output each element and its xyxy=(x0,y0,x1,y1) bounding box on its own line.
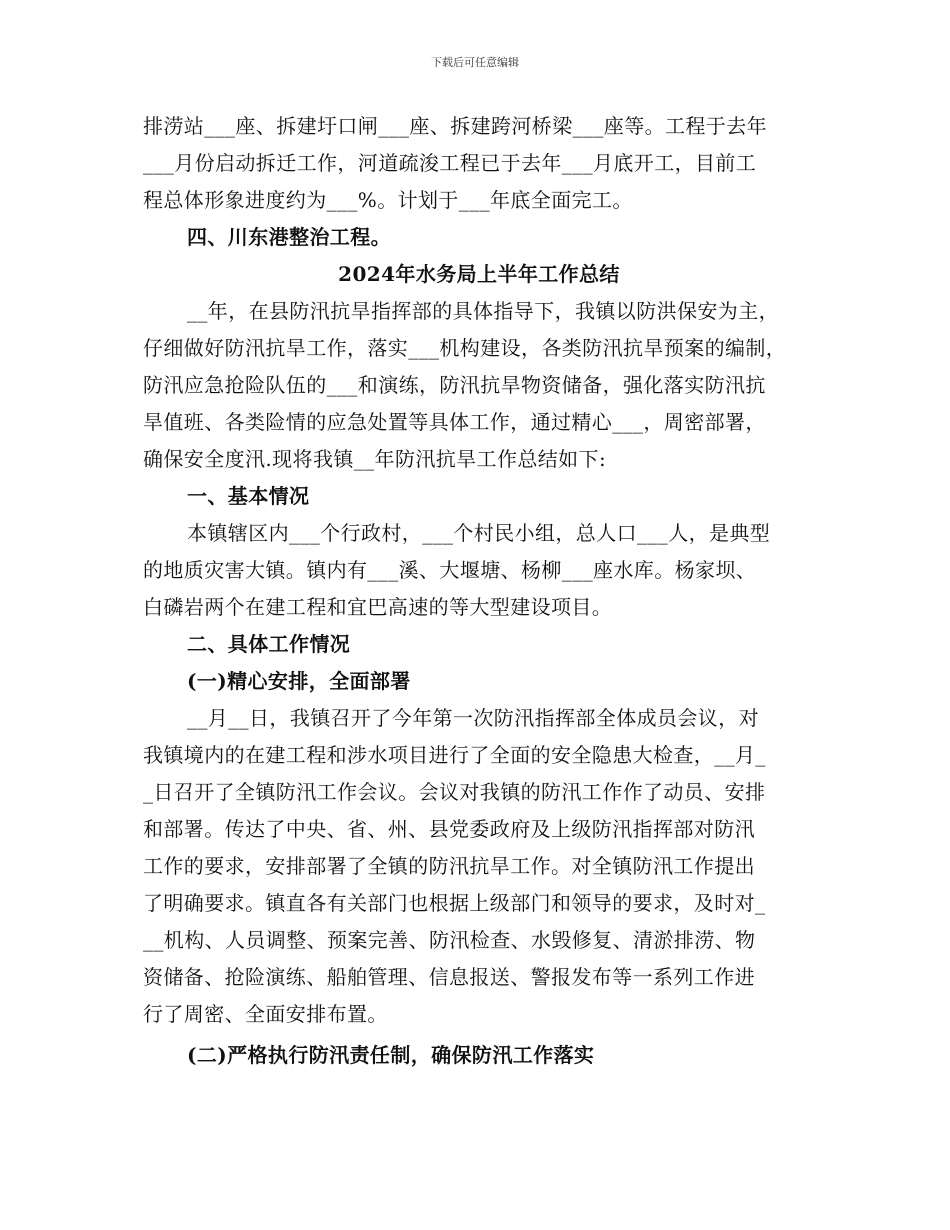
paragraph-line: 我镇境内的在建工程和涉水项目进行了全面的安全隐患大检查，__月_ xyxy=(143,743,766,767)
document-body xyxy=(143,108,815,1074)
subsection-heading: (二)严格执行防汛责任制，确保防汛工作落实 xyxy=(187,1043,595,1067)
paragraph-line: 和部署。传达了中央、省、州、县党委政府及上级防汛指挥部对防汛 xyxy=(143,817,755,841)
section-heading: 二、具体工作情况 xyxy=(187,632,351,656)
paragraph-line: 资储备、抢险演练、船舶管理、信息报送、警报发布等一系列工作进 xyxy=(143,965,755,989)
paragraph-line: 行了周密、全面安排布置。 xyxy=(143,1002,388,1026)
paragraph-line: __机构、人员调整、预案完善、防汛检查、水毁修复、清淤排涝、物 xyxy=(143,928,756,952)
page-header: 下载后可任意编辑 xyxy=(431,56,519,69)
paragraph-line: 了明确要求。镇直各有关部门也根据上级部门和领导的要求，及时对_ xyxy=(143,891,766,915)
paragraph-line: ___月份启动拆迁工作，河道疏浚工程已于去年___月底开工，目前工 xyxy=(143,151,757,175)
paragraph-line: 程总体形象进度约为___%。计划于___年底全面完工。 xyxy=(143,188,633,212)
section-heading: 四、川东港整治工程。 xyxy=(187,225,391,249)
paragraph-line: 本镇辖区内___个行政村，___个村民小组，总人口___人，是典型 xyxy=(187,521,771,545)
document-title: 2024年水务局上半年工作总结 xyxy=(338,262,620,286)
paragraph-line: 白磷岩两个在建工程和宜巴高速的等大型建设项目。 xyxy=(143,595,613,619)
paragraph-line: 防汛应急抢险队伍的___和演练，防汛抗旱物资储备，强化落实防汛抗 xyxy=(143,373,766,397)
section-heading: 一、基本情况 xyxy=(187,484,310,508)
paragraph-line: __月__日，我镇召开了今年第一次防汛指挥部全体成员会议，对 xyxy=(187,706,759,730)
paragraph-line: 的地质灾害大镇。镇内有___溪、大堰塘、杨柳___座水库。杨家坝、 xyxy=(143,558,757,582)
paragraph-line: 仔细做好防汛抗旱工作，落实___机构建设，各类防汛抗旱预案的编制， xyxy=(143,336,787,360)
paragraph-line: 工作的要求，安排部署了全镇的防汛抗旱工作。对全镇防汛工作提出 xyxy=(143,854,755,878)
subsection-heading: (一)精心安排，全面部署 xyxy=(187,669,411,693)
paragraph-line: 排涝站___座、拆建圩口闸___座、拆建跨河桥梁___座等。工程于去年 xyxy=(143,114,767,138)
paragraph-line: _日召开了全镇防汛工作会议。会议对我镇的防汛工作作了动员、安排 xyxy=(143,780,766,804)
paragraph-line: 确保安全度汛.现将我镇__年防汛抗旱工作总结如下: xyxy=(143,447,607,471)
paragraph-line: 旱值班、各类险情的应急处置等具体工作，通过精心___，周密部署， xyxy=(143,410,766,434)
paragraph-line: __年，在县防汛抗旱指挥部的具体指导下，我镇以防洪保安为主， xyxy=(187,299,779,323)
